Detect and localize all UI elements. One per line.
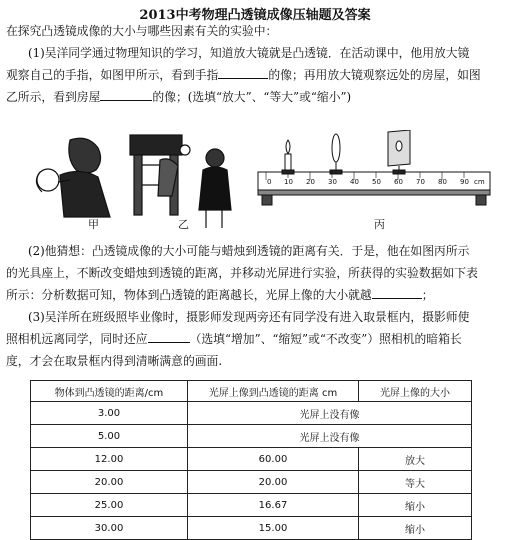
figure-label-a: 甲: [88, 218, 99, 231]
table-header: 光屏上像到凸透镜的距离 cm: [188, 381, 359, 402]
table-header: 光屏上像的大小: [359, 381, 472, 402]
q1-line-d: 乙所示，看到房屋: [6, 90, 101, 104]
table-row: [31, 425, 472, 448]
table-cell: 15.00: [188, 517, 359, 540]
figure-label-b: 乙: [178, 218, 189, 231]
q3-line-a: (3)吴洋所在班级照毕业像时，摄影师发现两旁还有同学没有进入取景框内，摄影师使: [28, 310, 470, 324]
intro-text: 在探究凸透镜成像的大小与哪些因素有关的实验中：: [6, 24, 278, 38]
q2-line-a: (2)他猜想：凸透镜成像的大小可能与蜡烛到透镜的距离有关．于是，他在如图丙所示: [28, 244, 470, 258]
table-cell: 光屏上没有像: [188, 402, 472, 425]
table-row: [31, 471, 472, 494]
table-cell: 光屏上没有像: [188, 425, 472, 448]
ruler-tick: 0: [267, 178, 272, 186]
table-header: 物体到凸透镜的距离/cm: [31, 381, 188, 402]
ruler-tick: 10: [284, 178, 293, 186]
table-cell: 60.00: [188, 448, 359, 471]
figure-label-c: 丙: [374, 218, 385, 231]
question-1: [6, 42, 502, 108]
figure-area: [0, 130, 510, 240]
table-cell: 16.67: [188, 494, 359, 517]
ruler-tick: 70: [416, 178, 425, 186]
page-title: 2013中考物理凸透镜成像压轴题及答案: [139, 8, 371, 23]
table-cell: 5.00: [31, 425, 188, 448]
q2-line-d: ；: [421, 288, 434, 302]
q1-line-a: (1)吴洋同学通过物理知识的学习，知道放大镜就是凸透镜．在活动课中，他用放大镜: [28, 46, 470, 60]
table-cell: 20.00: [188, 471, 359, 494]
table-row: [31, 517, 472, 540]
ruler-tick: 90: [460, 178, 469, 186]
table-cell: 20.00: [31, 471, 188, 494]
ruler-tick: 20: [306, 178, 315, 186]
table-row: [31, 448, 472, 471]
ruler-tick: 80: [438, 178, 447, 186]
figure-b-house-magnifier: [130, 135, 190, 215]
table-cell: 25.00: [31, 494, 188, 517]
q3-line-c: （选填“增加”、“缩短”或“不改变”）照相机的暗箱长: [189, 332, 462, 346]
q1-line-e: 的像；(选填“放大”、“等大”或“缩小”): [152, 90, 352, 104]
q3-line-d: 度，才会在取景框内得到清晰满意的画面.: [6, 354, 223, 368]
answer-blank-2[interactable]: [100, 88, 152, 101]
figure-illustrations: [0, 130, 510, 240]
table-cell: 缩小: [359, 494, 472, 517]
question-2: [6, 240, 502, 306]
question-3: [6, 306, 502, 372]
ruler-tick: 30: [328, 178, 337, 186]
ruler-unit: cm: [474, 178, 485, 186]
table-header-row: [31, 381, 472, 402]
q2-line-b: 的光具座上，不断改变蜡烛到透镜的距离，并移动光屏进行实验，所获得的实验数据如下表: [6, 266, 478, 280]
q2-line-c: 所示：分析数据可知，物体到凸透镜的距离越长，光屏上像的大小就越: [6, 288, 372, 302]
table-row: [31, 402, 472, 425]
q1-line-b: 观察自己的手指，如图甲所示，看到手指: [6, 68, 219, 82]
data-table: [30, 380, 472, 540]
table-cell: 缩小: [359, 517, 472, 540]
q3-line-b: 照相机远离同学，同时还应: [6, 332, 148, 346]
table-cell: 12.00: [31, 448, 188, 471]
answer-blank-1[interactable]: [218, 66, 268, 79]
figure-c-optical-bench: [258, 130, 490, 205]
table-cell: 放大: [359, 448, 472, 471]
figure-a-person-magnifier: [36, 138, 110, 217]
figure-b-person: [199, 149, 231, 228]
ruler-tick: 40: [350, 178, 359, 186]
answer-blank-3[interactable]: [372, 286, 422, 299]
ruler-tick: 60: [394, 178, 403, 186]
answer-blank-4[interactable]: [148, 330, 190, 343]
q1-line-c: 的像；再用放大镜观察远处的房屋，如图: [268, 68, 481, 82]
table-cell: 30.00: [31, 517, 188, 540]
table-row: [31, 494, 472, 517]
ruler-tick: 50: [372, 178, 381, 186]
table-cell: 3.00: [31, 402, 188, 425]
table-cell: 等大: [359, 471, 472, 494]
